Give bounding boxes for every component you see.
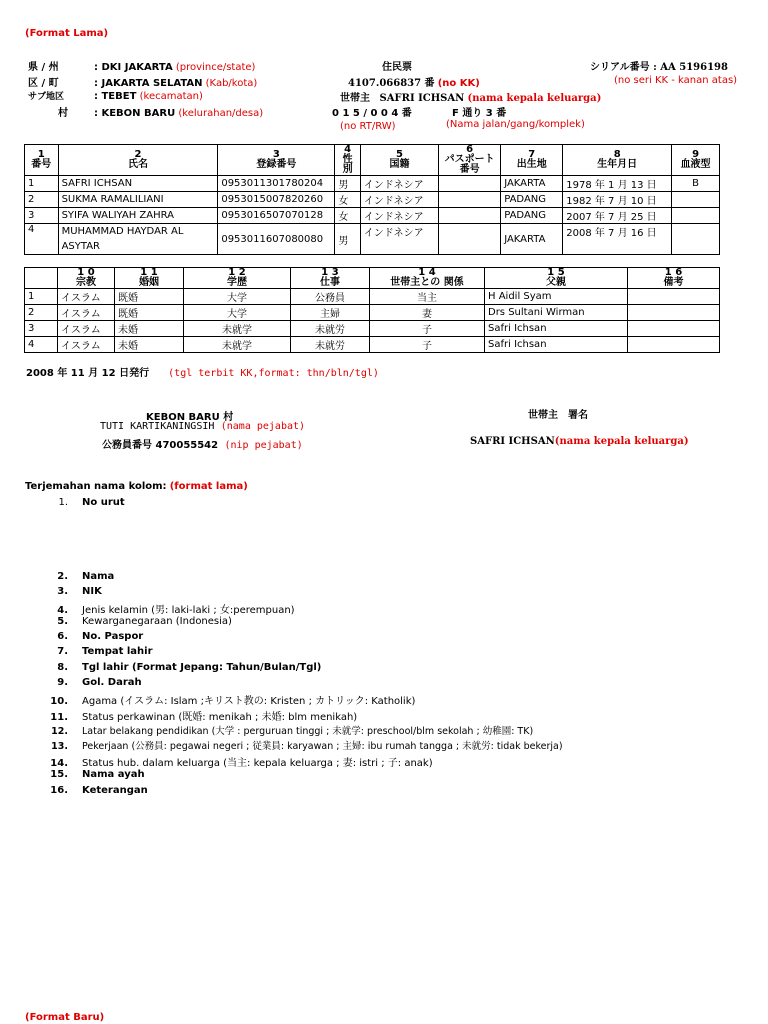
cell-nik: 0953011301780204 bbox=[218, 176, 335, 192]
table2-col-occupation: 1 3 仕事 bbox=[291, 268, 370, 289]
list-item: 15. Nama ayah bbox=[50, 769, 145, 780]
head-sign-label: 世帯主 署名 bbox=[528, 410, 588, 421]
list-item: 9. Gol. Darah bbox=[57, 677, 142, 688]
cell-father: H Aidil Syam bbox=[485, 289, 628, 305]
cell-notes bbox=[628, 289, 720, 305]
issued-line bbox=[26, 364, 379, 379]
village-value: : KEBON BARU bbox=[94, 108, 176, 119]
cell-number: 3 bbox=[25, 321, 58, 337]
cell-name: SUKMA RAMALILIANI bbox=[58, 192, 218, 208]
list-item: 13. Pekerjaan (公務員: pegawai negeri ; 従業員: karyawan ; 主婦: ibu rumah tangga ; 未就労: tidak bekerja) bbox=[51, 741, 563, 752]
cell-number: 2 bbox=[25, 192, 59, 208]
cell-number: 1 bbox=[25, 289, 58, 305]
cell-number: 4 bbox=[25, 337, 58, 353]
city-label: 区 / 町 bbox=[28, 78, 59, 89]
table1-header-row bbox=[25, 145, 720, 176]
cell-nik: 0953015007820260 bbox=[218, 192, 335, 208]
table2-col-education: 1 2 学歴 bbox=[184, 268, 291, 289]
district-label: サブ地区 bbox=[28, 92, 65, 102]
head-sign-note: (nama kepala keluarga) bbox=[554, 436, 689, 447]
cell-relation: 子 bbox=[370, 337, 485, 353]
table2-col-notes: 1 6 備考 bbox=[628, 268, 720, 289]
setainushi-note: (nama kepala keluarga) bbox=[467, 93, 602, 104]
official-nip-note: (nip pejabat) bbox=[224, 440, 303, 451]
cell-birthdate: 1978 年 1 月 13 日 bbox=[563, 176, 672, 192]
format-baru-label: (Format Baru) bbox=[25, 1012, 105, 1023]
cell-blood: B bbox=[672, 176, 720, 192]
issued-note: (tgl terbit KK,format: thn/bln/tgl) bbox=[168, 368, 379, 379]
street-note: (Nama jalan/gang/komplek) bbox=[446, 119, 585, 130]
cell-marital: 既婚 bbox=[115, 289, 184, 305]
table1-col-nationality: 5 国籍 bbox=[360, 145, 438, 176]
cell-gender: 女 bbox=[335, 208, 360, 224]
setainushi-line bbox=[340, 89, 601, 104]
list-item: 14. Status hub. dalam keluarga (当主: kepala keluarga ; 妻: istri ; 子: anak) bbox=[50, 758, 433, 769]
cell-name: SAFRI ICHSAN bbox=[58, 176, 218, 192]
province-label: 県 / 州 bbox=[28, 62, 59, 73]
cell-occupation: 主婦 bbox=[291, 305, 370, 321]
cell-gender: 女 bbox=[335, 192, 360, 208]
list-item: 12. Latar belakang pendidikan (大学 : perguruan tinggi ; 未就学: preschool/blm sekolah ; 幼稚園: TK) bbox=[51, 726, 534, 737]
cell-religion: イスラム bbox=[58, 305, 115, 321]
cell-birthplace: PADANG bbox=[501, 192, 563, 208]
cell-birthplace: JAKARTA bbox=[501, 176, 563, 192]
village-note: (kelurahan/desa) bbox=[178, 108, 264, 119]
cell-notes bbox=[628, 305, 720, 321]
list-item: 7. Tempat lahir bbox=[57, 646, 153, 657]
village-label: 村 bbox=[58, 108, 68, 119]
kk-note: (no KK) bbox=[437, 78, 480, 89]
list-item: 3. NIK bbox=[57, 586, 102, 597]
cell-number: 3 bbox=[25, 208, 59, 224]
table-row bbox=[25, 176, 720, 192]
cell-marital: 未婚 bbox=[115, 337, 184, 353]
table1-col-birthplace: 7 出生地 bbox=[501, 145, 563, 176]
official-name-line bbox=[100, 421, 305, 432]
cell-number: 2 bbox=[25, 305, 58, 321]
jumin-title: 住民票 bbox=[382, 62, 412, 73]
cell-marital: 未婚 bbox=[115, 321, 184, 337]
cell-name: SYIFA WALIYAH ZAHRA bbox=[58, 208, 218, 224]
cell-father: Safri Ichsan bbox=[485, 337, 628, 353]
cell-nationality: インドネシア bbox=[360, 176, 438, 192]
cell-notes bbox=[628, 337, 720, 353]
setainushi-name: SAFRI ICHSAN bbox=[379, 93, 465, 104]
kk-number: 4107.066837 番 bbox=[348, 78, 435, 89]
serial-number: シリアル番号 : AA 5196198 bbox=[590, 62, 728, 73]
cell-birthplace: PADANG bbox=[501, 208, 563, 224]
table1-col-name: 2 氏名 bbox=[58, 145, 218, 176]
table2-col-relation: 1 4 世帯主との 関係 bbox=[370, 268, 485, 289]
official-name: TUTI KARTIKANINGSIH bbox=[100, 421, 215, 432]
district-value: : TEBET bbox=[94, 91, 137, 102]
cell-marital: 既婚 bbox=[115, 305, 184, 321]
cell-father: Drs Sultani Wirman bbox=[485, 305, 628, 321]
cell-relation: 子 bbox=[370, 321, 485, 337]
table-row bbox=[25, 192, 720, 208]
cell-birthdate: 1982 年 7 月 10 日 bbox=[563, 192, 672, 208]
format-lama-label: (Format Lama) bbox=[25, 28, 109, 39]
header-row-village bbox=[28, 104, 263, 119]
rtrw-note: (no RT/RW) bbox=[340, 121, 396, 132]
table1-col-gender: 4 性別 bbox=[335, 145, 360, 176]
translation-title-note: (format lama) bbox=[169, 481, 248, 492]
table1-col-nik: 3 登録番号 bbox=[218, 145, 335, 176]
official-nip-line bbox=[102, 436, 303, 451]
table1-col-passport: 6 パスポート番号 bbox=[439, 145, 501, 176]
table2-col-religion: 1 0 宗教 bbox=[58, 268, 115, 289]
official-village: KEBON BARU 村 bbox=[146, 412, 234, 423]
header-row-district bbox=[28, 89, 203, 102]
list-item: 11. Status perkawinan (既婚: menikah ; 未婚: blm menikah) bbox=[50, 712, 358, 723]
official-nip: 公務員番号 470055542 bbox=[102, 440, 219, 451]
family-details-table bbox=[24, 267, 720, 353]
cell-blood bbox=[672, 192, 720, 208]
province-value: : DKI JAKARTA bbox=[94, 62, 173, 73]
table2-col-marital: 1 1 婚姻 bbox=[115, 268, 184, 289]
cell-gender: 男 bbox=[335, 224, 360, 255]
city-note: (Kab/kota) bbox=[205, 78, 258, 89]
list-item: 6. No. Paspor bbox=[57, 631, 144, 642]
header-row-province bbox=[28, 58, 255, 73]
cell-name: MUHAMMAD HAYDAR AL ASYTAR bbox=[58, 224, 218, 255]
cell-notes bbox=[628, 321, 720, 337]
cell-nationality: インドネシア bbox=[360, 208, 438, 224]
cell-father: Safri Ichsan bbox=[485, 321, 628, 337]
table2-col-father: 1 5 父親 bbox=[485, 268, 628, 289]
list-item: 4. Jenis kelamin (男: laki-laki ; 女:perempuan) bbox=[57, 605, 295, 616]
official-name-note: (nama pejabat) bbox=[220, 421, 306, 432]
cell-religion: イスラム bbox=[58, 337, 115, 353]
issued-date: 2008 年 11 月 12 日発行 bbox=[26, 368, 150, 379]
cell-relation: 当主 bbox=[370, 289, 485, 305]
cell-nationality: インドネシア bbox=[360, 192, 438, 208]
kk-number-line bbox=[348, 74, 480, 89]
cell-passport bbox=[439, 192, 501, 208]
table2-col-blank bbox=[25, 268, 58, 289]
list-item: 16. Keterangan bbox=[50, 785, 148, 796]
rtrw-number: 0 1 5 / 0 0 4 番 bbox=[332, 108, 412, 119]
translation-title-line bbox=[25, 481, 248, 492]
cell-nik: 0953011607080080 bbox=[218, 224, 335, 255]
list-item: 1. No urut bbox=[58, 497, 125, 508]
table1-col-number: 1 番号 bbox=[25, 145, 59, 176]
family-members-table bbox=[24, 144, 720, 255]
cell-education: 大学 bbox=[184, 305, 291, 321]
cell-occupation: 未就労 bbox=[291, 321, 370, 337]
cell-relation: 妻 bbox=[370, 305, 485, 321]
cell-occupation: 公務員 bbox=[291, 289, 370, 305]
table1-col-blood: 9 血液型 bbox=[672, 145, 720, 176]
table-row bbox=[25, 289, 720, 305]
street-number: F 通り 3 番 bbox=[452, 108, 507, 119]
table-row bbox=[25, 305, 720, 321]
head-sign-name: SAFRI ICHSAN bbox=[470, 436, 555, 447]
province-note: (province/state) bbox=[175, 62, 256, 73]
head-sign-name-line bbox=[470, 436, 689, 447]
cell-nik: 0953016507070128 bbox=[218, 208, 335, 224]
setainushi-label: 世帯主 bbox=[340, 93, 370, 104]
cell-nationality: インドネシア bbox=[360, 224, 438, 255]
cell-passport bbox=[439, 224, 501, 255]
cell-religion: イスラム bbox=[58, 321, 115, 337]
list-item: 8. Tgl lahir (Format Jepang: Tahun/Bulan/Tgl) bbox=[57, 662, 322, 673]
table-row bbox=[25, 208, 720, 224]
cell-blood bbox=[672, 224, 720, 255]
table2-header-row bbox=[25, 268, 720, 289]
cell-education: 未就学 bbox=[184, 337, 291, 353]
list-item: 2. Nama bbox=[57, 571, 115, 582]
table1-col-birthdate: 8 生年月日 bbox=[563, 145, 672, 176]
cell-number: 4 bbox=[25, 224, 59, 255]
cell-education: 大学 bbox=[184, 289, 291, 305]
cell-gender: 男 bbox=[335, 176, 360, 192]
cell-occupation: 未就労 bbox=[291, 337, 370, 353]
header-row-city bbox=[28, 74, 257, 89]
table-row bbox=[25, 321, 720, 337]
cell-birthplace: JAKARTA bbox=[501, 224, 563, 255]
cell-passport bbox=[439, 208, 501, 224]
list-item: 10. Agama (イスラム: Islam ;キリスト教の: Kristen ; カトリック: Katholik) bbox=[50, 696, 416, 707]
serial-note: (no seri KK - kanan atas) bbox=[614, 75, 738, 86]
table-row bbox=[25, 224, 720, 255]
list-item: 5. Kewarganegaraan (Indonesia) bbox=[57, 616, 232, 627]
cell-birthdate: 2008 年 7 月 16 日 bbox=[563, 224, 672, 255]
translation-title: Terjemahan nama kolom: bbox=[25, 481, 167, 492]
cell-birthdate: 2007 年 7 月 25 日 bbox=[563, 208, 672, 224]
cell-religion: イスラム bbox=[58, 289, 115, 305]
table-row bbox=[25, 337, 720, 353]
cell-blood bbox=[672, 208, 720, 224]
district-note: (kecamatan) bbox=[139, 91, 203, 102]
city-value: : JAKARTA SELATAN bbox=[94, 78, 203, 89]
cell-number: 1 bbox=[25, 176, 59, 192]
cell-education: 未就学 bbox=[184, 321, 291, 337]
cell-passport bbox=[439, 176, 501, 192]
